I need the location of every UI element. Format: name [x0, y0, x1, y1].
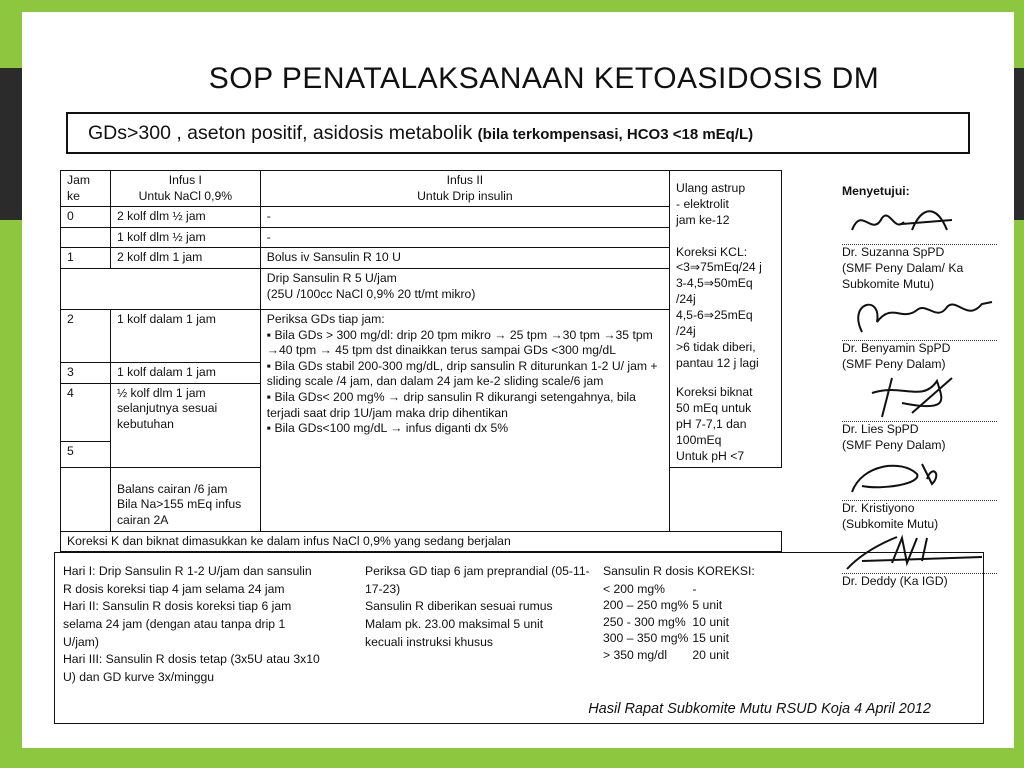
signature-image — [842, 454, 1012, 498]
koreksi-row — [603, 630, 733, 646]
koreksi-range: < 200 mg% — [603, 581, 665, 596]
signatory: Dr. Kristiyono (Subkomite Mutu) — [842, 500, 939, 531]
infus1-cell: 1 kolf dlm ½ jam — [110, 227, 260, 248]
empty-cell — [61, 269, 261, 310]
signature-image — [842, 200, 1012, 242]
jam-cell: 3 — [61, 362, 111, 383]
document-title: SOP PENATALAKSANAAN KETOASIDOSIS DM — [208, 62, 880, 95]
menyetujui-label: Menyetujui: — [842, 184, 910, 198]
periksa-gd-instructions: Periksa GD tiap 6 jam preprandial (05-11-17-23) Sansulin R diberikan sesuai rumus Malam pk. 23.00 maksimal 5 unit kecuali instruksi khusus — [365, 564, 590, 649]
jam-cell: 2 — [61, 310, 111, 363]
jam-cell: 4 — [61, 383, 111, 441]
koreksi-row — [603, 647, 733, 663]
slide — [22, 12, 1014, 748]
sop-document — [54, 52, 1004, 742]
ulang-astrup: Ulang astrup - elektrolit jam ke-12 — [676, 181, 746, 227]
header-jam: Jam ke — [61, 171, 111, 207]
side-column — [670, 171, 782, 468]
left-dark-stripe — [0, 68, 24, 220]
koreksi-range: 250 - 300 mg% — [603, 614, 686, 629]
infus1-cell: ½ kolf dlm 1 jam selanjutnya sesuai kebutuhan — [110, 383, 260, 467]
periksa-gds-cell — [260, 310, 669, 532]
signature-image — [842, 292, 1012, 338]
header-infus2: Infus II Untuk Drip insulin — [260, 171, 669, 207]
infus2-cell: Drip Sansulin R 5 U/jam (25U /100cc NaCl 0,9% 20 tt/mt mikro) — [260, 269, 669, 310]
criteria-main: GDs>300 , aseton positif, asidosis metabolik — [88, 122, 473, 144]
signatory: Dr. Suzanna SpPD (SMF Peny Dalam/ Ka Subkomite Mutu) — [842, 244, 964, 291]
signature-panel — [842, 184, 1012, 589]
table-footer-row — [61, 531, 782, 552]
koreksi-range: > 350 mg/dl — [603, 647, 668, 662]
dosis-koreksi — [603, 563, 803, 663]
infus1-cell: 2 kolf dlm 1 jam — [110, 248, 260, 269]
periksa-item: ▪ Bila GDs > 300 mg/dl: drip 20 tpm mikro → 25 tpm →30 tpm →35 tpm →40 tpm → 45 tpm dst dinaikkan terus sampai GDs <300 mg/dL — [266, 327, 653, 358]
infus1-cell: 1 kolf dalam 1 jam — [110, 362, 260, 383]
jam-cell — [61, 467, 111, 531]
signature-image — [842, 533, 1012, 571]
koreksi-row — [603, 614, 733, 630]
koreksi-table — [603, 581, 733, 663]
koreksi-row — [603, 597, 733, 613]
periksa-item: ▪ Bila GDs<100 mg/dL → infus diganti dx 5% — [266, 421, 509, 436]
signatory: Dr. Lies SpPD (SMF Peny Dalam) — [842, 422, 946, 453]
protocol-table — [60, 170, 782, 552]
koreksi-range: 200 – 250 mg% — [603, 598, 689, 613]
criteria-box — [66, 112, 970, 154]
koreksi-kcl: Koreksi KCL: <3⇒75mEq/24 j 3-4,5⇒50mEq /24j 4,5-6⇒25mEq /24j >6 tidak diberi, pantau 12 j lagi — [676, 244, 762, 370]
signature-image — [842, 373, 1012, 419]
infus1-cell: 1 kolf dalam 1 jam — [110, 310, 260, 363]
jam-cell: 5 — [61, 441, 111, 467]
infus1-cell: 2 kolf dlm ½ jam — [110, 207, 260, 228]
koreksi-k-footer: Koreksi K dan biknat dimasukkan ke dalam infus NaCl 0,9% yang sedang berjalan — [61, 531, 782, 552]
koreksi-dose: - — [692, 581, 697, 596]
jam-cell: 0 — [61, 207, 111, 228]
koreksi-header: Sansulin R dosis KOREKSI: — [603, 564, 755, 578]
periksa-item: ▪ Bila GDs stabil 200-300 mg/dL, drip sansulin R diturunkan 1-2 U/ jam + sliding scale /4 jam, dan dalam 24 jam ke-2 sliding scale/6 jam — [266, 358, 658, 389]
periksa-title: Periksa GDs tiap jam: — [266, 312, 385, 327]
koreksi-range: 300 – 350 mg% — [603, 631, 689, 646]
koreksi-dose: 5 unit — [692, 598, 723, 613]
koreksi-row — [603, 581, 733, 597]
jam-cell: 1 — [61, 248, 111, 269]
koreksi-dose: 20 unit — [692, 647, 729, 662]
infus2-cell: - — [260, 207, 669, 228]
hari-instructions: Hari I: Drip Sansulin R 1-2 U/jam dan sansulin R dosis koreksi tiap 4 jam selama 24 jam Hari II: Sansulin R dosis koreksi tiap 6 jam selama 24 jam (dengan atau tanpa drip 1 U/jam) Hari III: Sansulin R dosis tetap (3x5U atau 3x10 U) dan GD kurve 3x/minggu — [63, 564, 320, 685]
infus2-cell: - — [260, 227, 669, 248]
jam-cell — [61, 227, 111, 248]
criteria-note: (bila terkompensasi, HCO3 <18 mEq/L) — [477, 126, 754, 143]
periksa-item: ▪ Bila GDs< 200 mg% → drip sansulin R dikurangi setengahnya, bila terjadi saat drip 1U/jam maka drip dihentikan — [266, 390, 636, 420]
header-infus1: Infus I Untuk NaCl 0,9% — [110, 171, 260, 207]
signatory: Dr. Benyamin SpPD (SMF Peny Dalam) — [842, 341, 951, 372]
koreksi-biknat: Koreksi biknat 50 mEq untuk pH 7-7,1 dan 100mEq Untuk pH <7 — [676, 385, 753, 463]
hasil-rapat: Hasil Rapat Subkomite Mutu RSUD Koja 4 April 2012 — [588, 701, 931, 717]
infus2-cell: Bolus iv Sansulin R 10 U — [260, 248, 669, 269]
koreksi-dose: 10 unit — [692, 614, 729, 629]
signatory: Dr. Deddy (Ka IGD) — [842, 573, 948, 588]
infus1-cell: Balans cairan /6 jam Bila Na>155 mEq infus cairan 2A — [110, 467, 260, 531]
koreksi-dose: 15 unit — [692, 631, 729, 646]
